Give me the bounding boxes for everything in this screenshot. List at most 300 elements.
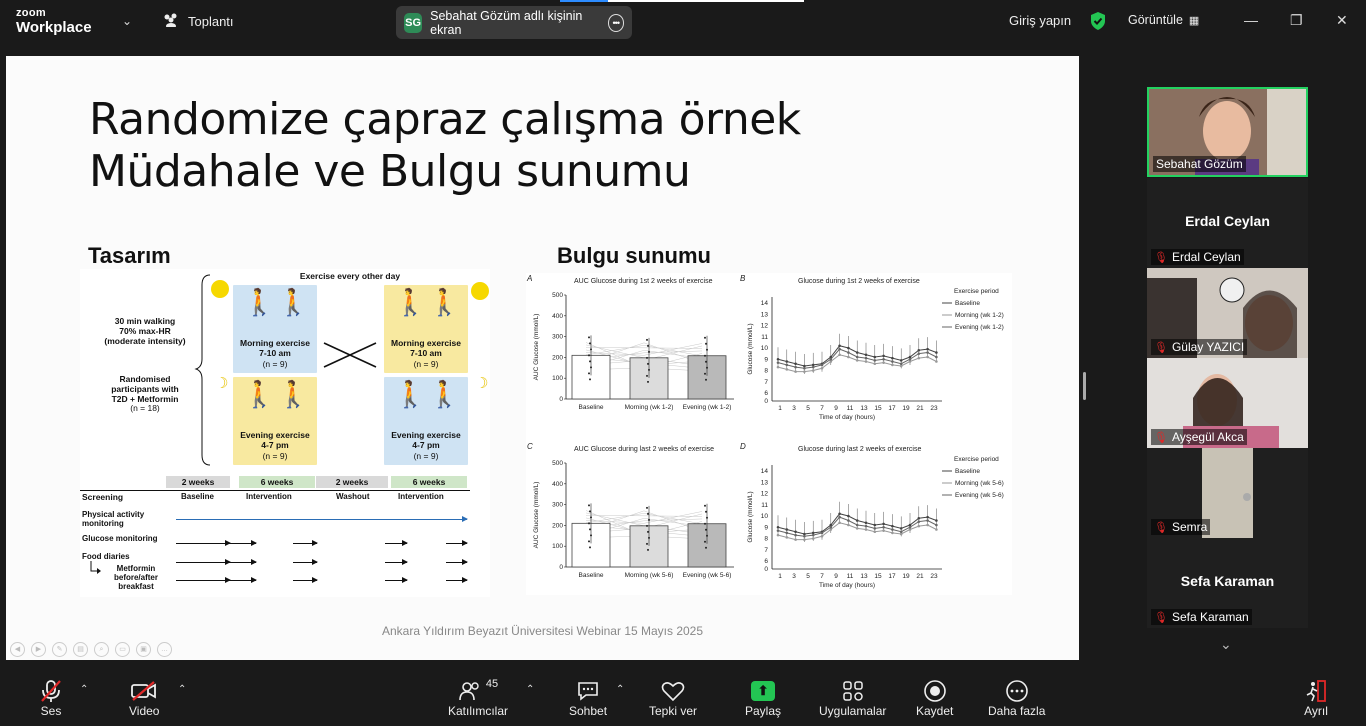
series-point (856, 519, 859, 522)
series-point (926, 519, 929, 522)
data-point (589, 378, 591, 380)
data-point (705, 547, 707, 549)
series-point (909, 526, 912, 529)
data-point (704, 505, 706, 507)
series-point (812, 364, 815, 367)
group-n: (n = 9) (413, 359, 439, 369)
series-point (812, 369, 815, 372)
logo-line2: Workplace (16, 19, 92, 36)
participant-tile[interactable] (1147, 87, 1308, 177)
series-point (935, 351, 938, 354)
series-point (891, 525, 894, 528)
walking-man-icon: 🚶 (277, 287, 310, 317)
chart-title: Glucose during 1st 2 weeks of exercise (798, 278, 920, 285)
y-tick-label: 400 (552, 480, 563, 488)
morning-label: Morning exercise (391, 338, 461, 348)
glucose-arrow (293, 543, 317, 544)
restore-icon[interactable]: ❐ (1290, 12, 1303, 28)
y-tick-label: 6 (764, 558, 768, 565)
participant-name (1153, 156, 1246, 172)
y-tick-label: 200 (552, 354, 563, 362)
series-point (786, 532, 789, 535)
x-tick-label: 23 (930, 405, 938, 412)
panel-letter: A (527, 274, 533, 283)
series-point (882, 529, 885, 532)
series-point (821, 532, 824, 535)
y-tick-label: 300 (552, 501, 563, 509)
data-point (588, 354, 590, 356)
metformin-arrow (446, 580, 467, 581)
leave-button[interactable] (1304, 678, 1328, 718)
series-point (926, 524, 929, 527)
y-axis-label: AUC Glucose (mmol/L) (533, 313, 540, 381)
x-tick-label: 17 (888, 405, 896, 412)
series-point (777, 529, 780, 532)
series-point (847, 519, 850, 522)
heart-icon (661, 678, 685, 704)
participant-tile[interactable] (1147, 178, 1308, 268)
camera-icon[interactable]: ▣ (136, 642, 151, 657)
series-point (786, 364, 789, 367)
subtitle-icon[interactable]: ▭ (115, 642, 130, 657)
crossover-morning-box (384, 285, 468, 373)
y-tick-label: 11 (761, 333, 768, 341)
diary-arrow (176, 562, 230, 563)
zoom-logo (16, 8, 92, 35)
x-tick-label: Morning (wk 1-2) (624, 404, 674, 411)
legend-entry: Baseline (955, 300, 980, 307)
series-point (891, 364, 894, 367)
participant-name (1151, 519, 1210, 535)
data-point (706, 367, 708, 369)
evening-time: 4-7 pm (412, 440, 440, 450)
participant-tile[interactable] (1147, 268, 1308, 358)
data-point (647, 513, 649, 515)
series-point (786, 536, 789, 539)
x-tick-label: Evening (wk 1-2) (682, 404, 732, 411)
prev-icon[interactable]: ◀ (10, 642, 25, 657)
meeting-label: Toplantı (188, 14, 234, 29)
walking-man-icon: 🚶 (428, 287, 461, 317)
sign-in-link[interactable]: Giriş yapın (1009, 13, 1072, 28)
series-point (865, 528, 868, 531)
participant-name-text: Semra (1171, 520, 1208, 534)
y-tick-label: 6 (764, 390, 768, 397)
security-shield-icon[interactable] (1089, 11, 1107, 31)
y-tick-label: 8 (764, 535, 768, 543)
series-point (838, 348, 841, 351)
legend-entry: Evening (wk 1-2) (955, 324, 1004, 331)
series-point (865, 525, 868, 528)
participant-tile[interactable] (1147, 358, 1308, 448)
randomised-description (90, 375, 200, 414)
participant-big-name: Erdal Ceylan (1185, 213, 1270, 229)
results-charts (526, 273, 1012, 595)
walk-line2: 70% max-HR (119, 325, 171, 336)
y-axis-label: Glucose (mmol/L) (747, 323, 754, 375)
chat-button[interactable] (569, 678, 607, 718)
data-point (705, 529, 707, 531)
walking-man-icon: 🚶 (277, 379, 310, 409)
participants-options-icon[interactable]: ⌃ (526, 684, 535, 695)
activity-arrow (176, 519, 467, 520)
participant-tile[interactable] (1147, 538, 1308, 628)
series-point (926, 356, 929, 359)
x-tick-label: 3 (792, 573, 796, 580)
apps-label: Uygulamalar (819, 704, 887, 718)
x-tick-label: 13 (860, 405, 868, 412)
rand-line3: T2D + Metformin (111, 393, 179, 404)
chart-title: Glucose during last 2 weeks of exercise (798, 446, 922, 453)
series-point (935, 524, 938, 527)
data-point (589, 546, 591, 548)
evening-label: Evening exercise (391, 430, 461, 440)
top-bar (0, 0, 1366, 44)
group-n: (n = 9) (262, 451, 288, 461)
data-point (647, 381, 649, 383)
series-point (891, 360, 894, 363)
series-point (856, 527, 859, 530)
y-tick-label: 100 (552, 543, 563, 551)
sun-icon (211, 280, 229, 298)
data-point (588, 522, 590, 524)
series-point (838, 521, 841, 524)
audio-options-icon[interactable]: ⌃ (80, 684, 89, 695)
series-point (821, 535, 824, 538)
series-point (838, 512, 841, 515)
data-point (588, 504, 590, 506)
react-button[interactable] (649, 678, 697, 718)
evening-group-box (233, 377, 317, 465)
y-tick-label: 0 (559, 396, 563, 403)
y-tick-label: 0 (559, 564, 563, 571)
minimize-icon[interactable]: — (1244, 12, 1258, 28)
data-point (588, 336, 590, 338)
series-point (803, 367, 806, 370)
data-point (704, 523, 706, 525)
x-tick-label: 1 (778, 405, 782, 412)
group-n: (n = 9) (413, 451, 439, 461)
series-point (909, 356, 912, 359)
chat-label: Sohbet (569, 704, 608, 718)
participant-name-text: Sebahat Gözüm (1156, 157, 1243, 171)
series-point (882, 355, 885, 358)
participant-name-text: Erdal Ceylan (1171, 250, 1241, 264)
y-tick-label: 12 (760, 490, 768, 498)
screen-share-indicator[interactable] (396, 6, 632, 39)
y-tick-label: 300 (552, 333, 563, 341)
slide-footer: Ankara Yıldırım Beyazıt Üniversitesi Webinar 15 Mayıs 2025 (382, 624, 704, 638)
x-tick-label: 19 (902, 405, 910, 412)
series-point (794, 534, 797, 537)
series-point (900, 359, 903, 362)
series-point (821, 367, 824, 370)
x-tick-label: 11 (846, 573, 854, 580)
mic-muted-icon: 🎙 (1154, 521, 1168, 534)
data-point (647, 549, 649, 551)
morning-time: 7-10 am (410, 348, 442, 358)
period-baseline: 2 weeks (166, 476, 230, 488)
data-point (705, 379, 707, 381)
data-point (590, 534, 592, 536)
leave-label: Ayrıl (1304, 704, 1328, 718)
participant-tile[interactable] (1147, 448, 1308, 538)
y-tick-label: 0 (764, 566, 768, 573)
x-axis-label: Time of day (hours) (818, 582, 876, 589)
moon-icon: ☽ (475, 375, 489, 392)
x-tick-label: 19 (902, 573, 910, 580)
series-point (830, 358, 833, 361)
audio-label: Ses (40, 704, 62, 718)
video-options-icon[interactable]: ⌃ (178, 684, 187, 695)
record-button[interactable] (916, 678, 953, 718)
apps-button[interactable] (819, 678, 886, 718)
series-point (865, 353, 868, 356)
series-point (856, 359, 859, 362)
series-point (918, 349, 921, 352)
sharer-avatar: SG (404, 13, 422, 33)
bent-arrow-icon (88, 561, 102, 577)
more-options-icon[interactable]: ••• (608, 14, 625, 32)
series-point (918, 517, 921, 520)
evening-time: 4-7 pm (261, 440, 289, 450)
series-point (874, 530, 877, 533)
results-figure (526, 273, 1012, 595)
meeting-toolbar (0, 668, 1366, 726)
x-tick-label: 5 (806, 573, 810, 580)
chevron-down-icon[interactable]: ⌄ (122, 14, 133, 28)
design-top-label: Exercise every other day (299, 271, 401, 281)
y-tick-label: 14 (760, 468, 768, 475)
data-point (589, 342, 591, 344)
timeline-divider (80, 490, 470, 491)
participant-count: 45 (485, 678, 499, 690)
y-tick-label: 500 (552, 460, 563, 467)
y-tick-label: 0 (764, 398, 768, 405)
data-point (646, 339, 648, 341)
series-point (874, 524, 877, 527)
group-n: (n = 9) (262, 359, 288, 369)
glucose-arrow (385, 543, 407, 544)
glucose-arrow (230, 543, 256, 544)
data-point (590, 516, 592, 518)
slide-title (89, 94, 801, 198)
participant-big-name: Sefa Karaman (1180, 573, 1275, 589)
series-point (882, 526, 885, 529)
series-point (891, 357, 894, 360)
series-point (918, 357, 921, 360)
data-point (648, 519, 650, 521)
series-point (865, 357, 868, 360)
series-point (900, 533, 903, 536)
legend-entry: Evening (wk 5-6) (955, 492, 1004, 499)
sun-icon (471, 282, 489, 300)
design-heading: Tasarım (88, 243, 171, 268)
series-point (812, 366, 815, 369)
chat-options-icon[interactable]: ⌃ (616, 684, 625, 695)
walking-woman-icon: 🚶 (243, 379, 276, 409)
x-axis-label: Time of day (hours) (818, 414, 876, 421)
legend-title: Exercise period (954, 456, 999, 463)
period-washout: 2 weeks (316, 476, 388, 488)
people-icon (162, 13, 180, 30)
mic-muted-icon: 🎙 (1154, 251, 1168, 264)
apps-icon (842, 678, 864, 704)
pen-icon[interactable]: ✎ (52, 642, 67, 657)
x-tick-label: 7 (820, 573, 824, 580)
series-point (918, 520, 921, 523)
y-tick-label: 13 (760, 311, 768, 319)
series-point (777, 526, 780, 529)
series-point (838, 353, 841, 356)
y-tick-label: 100 (552, 375, 563, 383)
chart-title: AUC Glucose during last 2 weeks of exercise (574, 446, 715, 453)
x-tick-label: 13 (860, 573, 868, 580)
y-tick-label: 200 (552, 522, 563, 530)
series-point (794, 370, 797, 373)
series-point (882, 358, 885, 361)
x-tick-label: 17 (888, 573, 896, 580)
series-point (830, 360, 833, 363)
glucose-arrow (446, 543, 467, 544)
slide-title-line1: Randomize çapraz çalışma örnek (89, 94, 801, 145)
series-point (874, 359, 877, 362)
audio-button[interactable] (40, 678, 62, 718)
x-tick-label: 11 (846, 405, 854, 412)
series-point (803, 370, 806, 373)
video-label: Video (129, 704, 160, 718)
panel-letter: B (740, 274, 746, 283)
diary-arrow (385, 562, 407, 563)
x-tick-label: Baseline (578, 404, 604, 411)
phase-baseline: Baseline (181, 492, 214, 501)
morning-time: 7-10 am (259, 348, 291, 358)
phase-screening: Screening (82, 492, 124, 502)
x-tick-label: 1 (778, 573, 782, 580)
mic-muted-icon: 🎙 (1154, 431, 1168, 444)
data-point (646, 357, 648, 359)
mic-muted-icon: 🎙 (1154, 341, 1168, 354)
series-point (777, 361, 780, 364)
data-point (647, 345, 649, 347)
series-point (777, 358, 780, 361)
series-point (891, 528, 894, 531)
series-point (935, 356, 938, 359)
slides-icon[interactable]: ▤ (73, 642, 88, 657)
legend-title: Exercise period (954, 288, 999, 295)
series-point (926, 351, 929, 354)
mic-muted-icon: 🎙 (1154, 611, 1168, 624)
y-tick-label: 400 (552, 312, 563, 320)
phase-intervention: Intervention (246, 492, 292, 501)
record-icon (923, 678, 947, 704)
series-point (847, 347, 850, 350)
leave-icon (1304, 678, 1328, 704)
morning-label: Morning exercise (240, 338, 310, 348)
glucose-arrow (176, 543, 230, 544)
series-point (900, 365, 903, 368)
divider-handle[interactable] (1083, 372, 1086, 400)
data-point (646, 375, 648, 377)
share-indicator-accent (560, 0, 608, 2)
camera-off-icon (130, 678, 158, 704)
participants-label: Katılımcılar (448, 704, 509, 718)
data-point (648, 537, 650, 539)
series-point (856, 356, 859, 359)
x-tick-label: Morning (wk 5-6) (624, 572, 674, 579)
share-screen-icon: ⬆ (751, 678, 775, 704)
data-point (705, 511, 707, 513)
series-point (794, 538, 797, 541)
study-design-figure (80, 269, 490, 597)
meeting-info-button[interactable] (162, 13, 234, 30)
phase-intervention: Intervention (398, 492, 444, 501)
metformin-arrow (385, 580, 407, 581)
next-icon[interactable]: ▶ (31, 642, 46, 657)
y-tick-label: 8 (764, 367, 768, 375)
series-point (865, 360, 868, 363)
series-point (786, 528, 789, 531)
chevron-down-icon[interactable]: ⌄ (1220, 636, 1232, 652)
data-point (588, 540, 590, 542)
participant-name (1151, 249, 1244, 265)
more-icon (1005, 678, 1029, 704)
x-tick-label: 9 (834, 573, 838, 580)
grid-icon: ▦ (1188, 14, 1200, 27)
zoom-icon[interactable]: ⌕ (94, 642, 109, 657)
row-glucose: Glucose monitoring (82, 534, 158, 543)
series-point (900, 530, 903, 533)
series-point (812, 537, 815, 540)
series-point (821, 364, 824, 367)
series-point (830, 526, 833, 529)
slide-controls (10, 642, 172, 657)
close-icon[interactable]: ✕ (1336, 12, 1348, 28)
data-point (589, 528, 591, 530)
participant-name (1151, 609, 1252, 625)
shared-screen (6, 56, 1079, 660)
data-point (646, 525, 648, 527)
y-axis-label: Glucose (mmol/L) (747, 491, 754, 543)
series-point (874, 527, 877, 530)
participant-name-text: Gülay YAZICI (1171, 340, 1245, 354)
series-point (803, 538, 806, 541)
chart-title: AUC Glucose during 1st 2 weeks of exercise (574, 278, 713, 285)
logo-line1: zoom (16, 7, 46, 19)
panel-letter: D (740, 442, 746, 451)
data-point (590, 348, 592, 350)
view-button[interactable] (1128, 13, 1199, 27)
participant-line (586, 347, 702, 348)
results-heading: Bulgu sunumu (557, 243, 711, 268)
series-point (882, 361, 885, 364)
data-point (590, 366, 592, 368)
more-icon[interactable]: … (157, 642, 172, 657)
data-point (706, 349, 708, 351)
x-tick-label: 23 (930, 573, 938, 580)
participants-button[interactable] (448, 678, 508, 718)
video-button[interactable] (129, 678, 159, 718)
participant-name (1151, 429, 1247, 445)
x-tick-label: 15 (874, 573, 882, 580)
more-button[interactable] (988, 678, 1045, 718)
record-label: Kaydet (916, 704, 954, 718)
share-button[interactable] (745, 678, 781, 718)
diary-arrow (293, 562, 317, 563)
y-tick-label: 500 (552, 292, 563, 299)
data-point (704, 337, 706, 339)
series-point (847, 356, 850, 359)
